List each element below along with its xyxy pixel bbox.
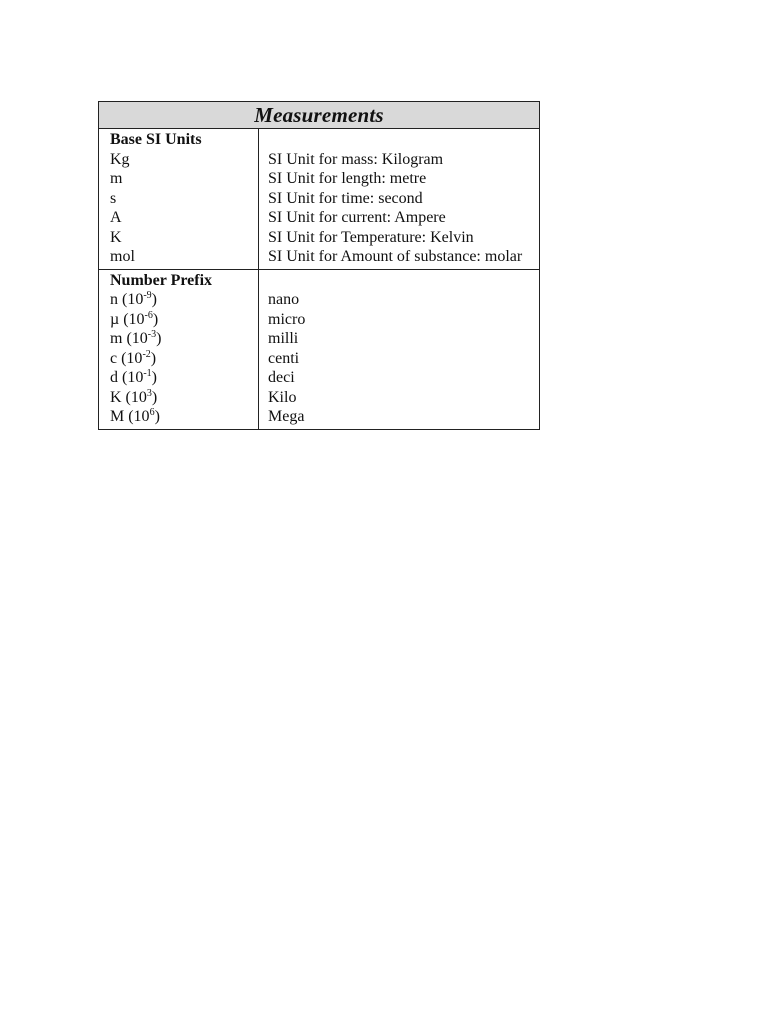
prefix-close: ) — [151, 291, 157, 308]
prefix-base: n (10 — [110, 291, 144, 308]
prefix-section — [99, 269, 540, 429]
base-si-description: SI Unit for current: Ampere — [268, 209, 446, 226]
table-title: Measurements — [99, 102, 540, 129]
prefix-name: Mega — [268, 408, 305, 425]
prefix-base: c (10 — [110, 349, 143, 367]
prefix-close: ) — [151, 388, 158, 406]
prefix-symbol — [110, 310, 258, 330]
base-si-symbol: A — [110, 209, 122, 226]
prefix-exponent: -3 — [147, 329, 157, 340]
prefix-exponent: -6 — [144, 309, 153, 321]
prefix-symbol — [110, 329, 258, 349]
base-si-description: SI Unit for Temperature: Kelvin — [268, 228, 474, 246]
prefix-base: d (10 — [110, 369, 144, 386]
prefix-base: µ (10 — [110, 310, 145, 328]
prefix-name: centi — [268, 349, 300, 367]
prefix-close: ) — [151, 369, 157, 386]
prefix-exponent: -2 — [142, 348, 151, 360]
base-si-heading: Base SI Units — [110, 131, 202, 148]
prefix-exponent: -1 — [143, 368, 152, 379]
base-si-symbol: m — [110, 170, 123, 187]
prefix-name: deci — [268, 369, 295, 386]
prefix-close: ) — [152, 310, 159, 328]
base-si-descriptions-cell — [259, 129, 540, 270]
measurements-sheet — [98, 101, 539, 430]
base-si-description: SI Unit for Amount of substance: molar — [268, 248, 523, 265]
base-si-description: SI Unit for mass: Kilogram — [268, 150, 444, 168]
prefix-symbols-cell — [99, 269, 259, 429]
base-si-description: SI Unit for time: second — [268, 189, 423, 207]
prefix-names-cell — [259, 269, 540, 429]
measurements-table — [98, 101, 540, 430]
title-row — [99, 102, 540, 129]
prefix-exponent: 3 — [146, 387, 152, 399]
prefix-heading: Number Prefix — [110, 271, 213, 289]
base-si-symbols-cell — [99, 129, 259, 270]
prefix-symbol — [110, 368, 258, 388]
prefix-symbol — [110, 349, 258, 369]
prefix-name: milli — [268, 330, 299, 347]
prefix-name: Kilo — [268, 388, 297, 406]
base-si-description: SI Unit for length: metre — [268, 170, 427, 187]
prefix-exponent: -9 — [143, 290, 152, 301]
base-si-symbol: K — [110, 228, 122, 246]
base-si-symbol: Kg — [110, 150, 130, 168]
prefix-symbol — [110, 407, 258, 427]
prefix-close: ) — [156, 330, 162, 347]
prefix-base: K (10 — [110, 388, 147, 406]
base-si-desc-spacer — [268, 130, 539, 150]
prefix-base: M (10 — [110, 408, 150, 425]
base-si-section — [99, 129, 540, 270]
prefix-exponent: 6 — [149, 407, 155, 418]
base-si-symbol: s — [110, 189, 117, 207]
prefix-close: ) — [150, 349, 157, 367]
prefix-base: m (10 — [110, 330, 148, 347]
prefix-symbol — [110, 388, 258, 408]
prefix-close: ) — [154, 408, 160, 425]
prefix-symbol — [110, 290, 258, 310]
base-si-symbol: mol — [110, 248, 135, 265]
prefix-name-spacer — [268, 271, 539, 291]
prefix-name: micro — [268, 310, 306, 328]
prefix-name: nano — [268, 291, 300, 308]
